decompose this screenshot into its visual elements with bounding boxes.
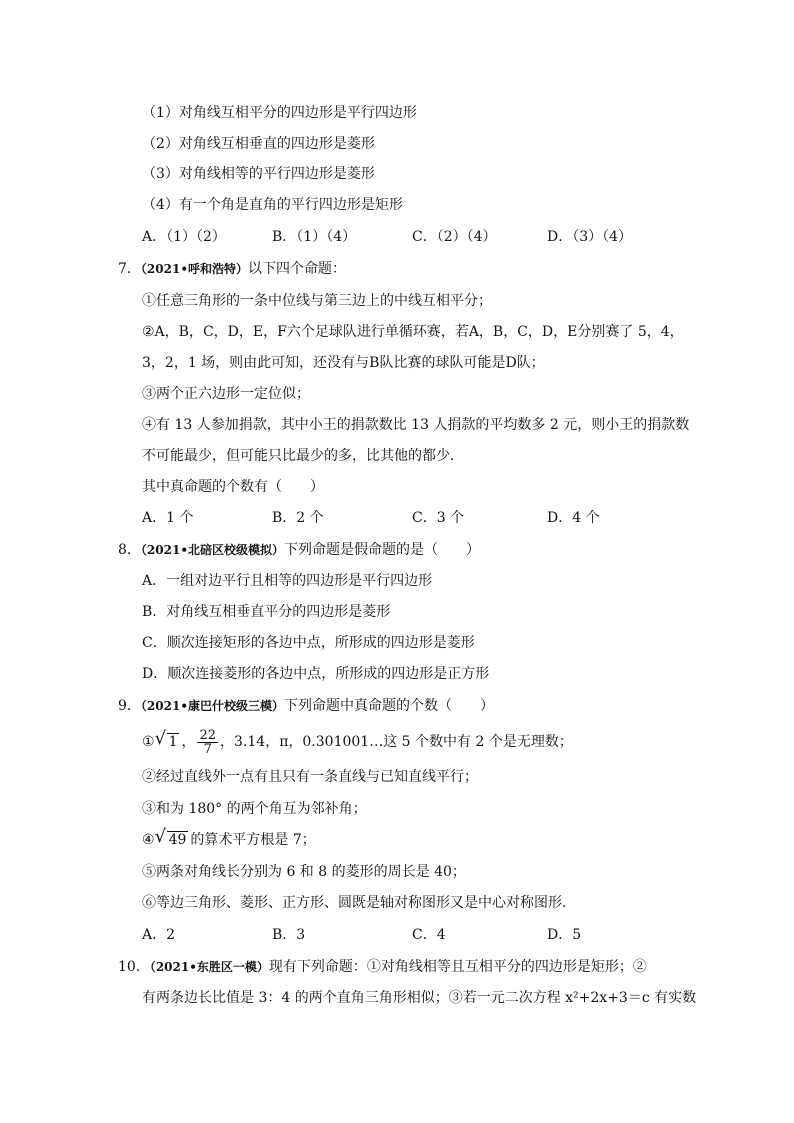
q9-item-1	[142, 727, 573, 757]
q9-item-2: ②经过直线外一点有且只有一条直线与已知直线平行；	[142, 769, 478, 785]
q7-item-2-line-1: ②A，B，C，D，E，F六个足球队进行单循环赛，若A，B，C，D，E分别赛了 5，4，	[142, 324, 684, 340]
q9-item-6: ⑥等边三角形、菱形、正方形、圆既是轴对称图形又是中心对称图形．	[142, 895, 576, 911]
q9-item-4	[142, 826, 316, 850]
q6-option-a: A．（1）（2）	[142, 229, 226, 245]
q7-item-3: ③两个正六边形一定位似；	[142, 386, 310, 402]
q7-number: 7．	[118, 261, 141, 277]
q6-statement-3: （3）对角线相等的平行四边形是菱形	[142, 166, 375, 182]
q9-item-4-marker: ④	[142, 832, 155, 848]
q7-item-4-line-2: 不可能最少，但可能只比最少的多，比其他的都少．	[142, 448, 464, 464]
q8-stem: 下列命题是假命题的是（ ）	[284, 542, 480, 558]
q10-line-2: 有两条边长比值是 3：4 的两个直角三角形相似；③若一元二次方程 x²+2x+3＝c 有实数	[142, 990, 697, 1006]
q9-option-c: C．4	[412, 927, 446, 943]
q7-stem: 以下四个命题：	[248, 261, 346, 277]
q7-item-1: ①任意三角形的一条中位线与第三边上的中线互相平分；	[142, 293, 492, 309]
fraction-denominator: 7	[203, 741, 212, 757]
q8-option-c: C．顺次连接矩形的各边中点，所形成的四边形是菱形	[142, 635, 475, 651]
q6-option-c: C．（2）（4）	[412, 229, 497, 245]
q6-option-b: B．（1）（4）	[272, 229, 357, 245]
q10-source: （2021•东胜区一模）	[149, 960, 269, 974]
sqrt-radicand: 49	[168, 832, 187, 848]
q8-option-d: D．顺次连接菱形的各边中点，所形成的四边形是正方形	[142, 666, 490, 682]
q9-option-a: A．2	[142, 927, 176, 943]
q6-option-d: D．（3）（4）	[547, 229, 633, 245]
q6-statement-4: （4）有一个角是直角的平行四边形是矩形	[142, 197, 403, 213]
q8-header	[118, 540, 480, 560]
q6-statement-1: （1）对角线互相平分的四边形是平行四边形	[142, 105, 417, 121]
q10-header	[118, 957, 647, 977]
q7-item-2-line-2: 3，2，1 场，则由此可知，还没有与B队比赛的球队可能是D队；	[142, 355, 545, 371]
q9-header	[118, 696, 494, 716]
q7-ask: 其中真命题的个数有（ ）	[142, 479, 324, 495]
sqrt-expression	[155, 727, 180, 757]
fraction-numerator: 22	[199, 727, 217, 743]
q10-number: 10．	[118, 959, 150, 975]
radical-sign-icon: √	[154, 728, 167, 749]
sqrt-radicand: 1	[168, 734, 178, 750]
q9-item-1-marker: ①	[142, 734, 155, 750]
q9-item-3: ③和为 180° 的两个角互为邻补角；	[142, 801, 367, 817]
q8-number: 8．	[118, 542, 141, 558]
q6-statement-2: （2）对角线互相垂直的四边形是菱形	[142, 136, 375, 152]
q9-item-5: ⑤两条对角线长分别为 6 和 8 的菱形的周长是 40；	[142, 864, 466, 880]
q7-option-c: C．3 个	[412, 510, 465, 526]
q7-source: （2021•呼和浩特）	[140, 262, 248, 276]
radical-sign-icon: √	[154, 826, 167, 847]
q9-option-b: B．3	[272, 927, 306, 943]
q8-option-b: B．对角线互相垂直平分的四边形是菱形	[142, 604, 391, 620]
q8-option-a: A．一组对边平行且相等的四边形是平行四边形	[142, 573, 433, 589]
q7-option-d: D．4 个	[547, 510, 600, 526]
q7-item-4-line-1: ④有 13 人参加捐款，其中小王的捐款数比 13 人捐款的平均数多 2 元，则小王的捐款数	[142, 417, 690, 433]
q10-line-1: 现有下列命题：①对角线相等且互相平分的四边形是矩形；②	[268, 959, 647, 975]
q9-number: 9．	[118, 698, 141, 714]
q9-source: （2021•康巴什校级三模）	[140, 699, 284, 713]
q9-stem: 下列命题中真命题的个数（ ）	[284, 698, 494, 714]
q9-item-4-text: 的算术平方根是 7；	[190, 832, 316, 848]
q8-source: （2021•北碚区校级模拟）	[140, 543, 284, 557]
q9-option-d: D．5	[547, 927, 582, 943]
q9-item-1-text: ，3.14，π，0.301001…这 5 个数中有 2 个是无理数；	[220, 734, 573, 750]
q7-option-a: A．1 个	[142, 510, 194, 526]
q7-option-b: B．2 个	[272, 510, 324, 526]
fraction	[197, 729, 218, 756]
sqrt-expression	[154, 826, 189, 850]
q7-header	[118, 259, 346, 279]
q9-item-1-separator: ，	[181, 734, 196, 750]
